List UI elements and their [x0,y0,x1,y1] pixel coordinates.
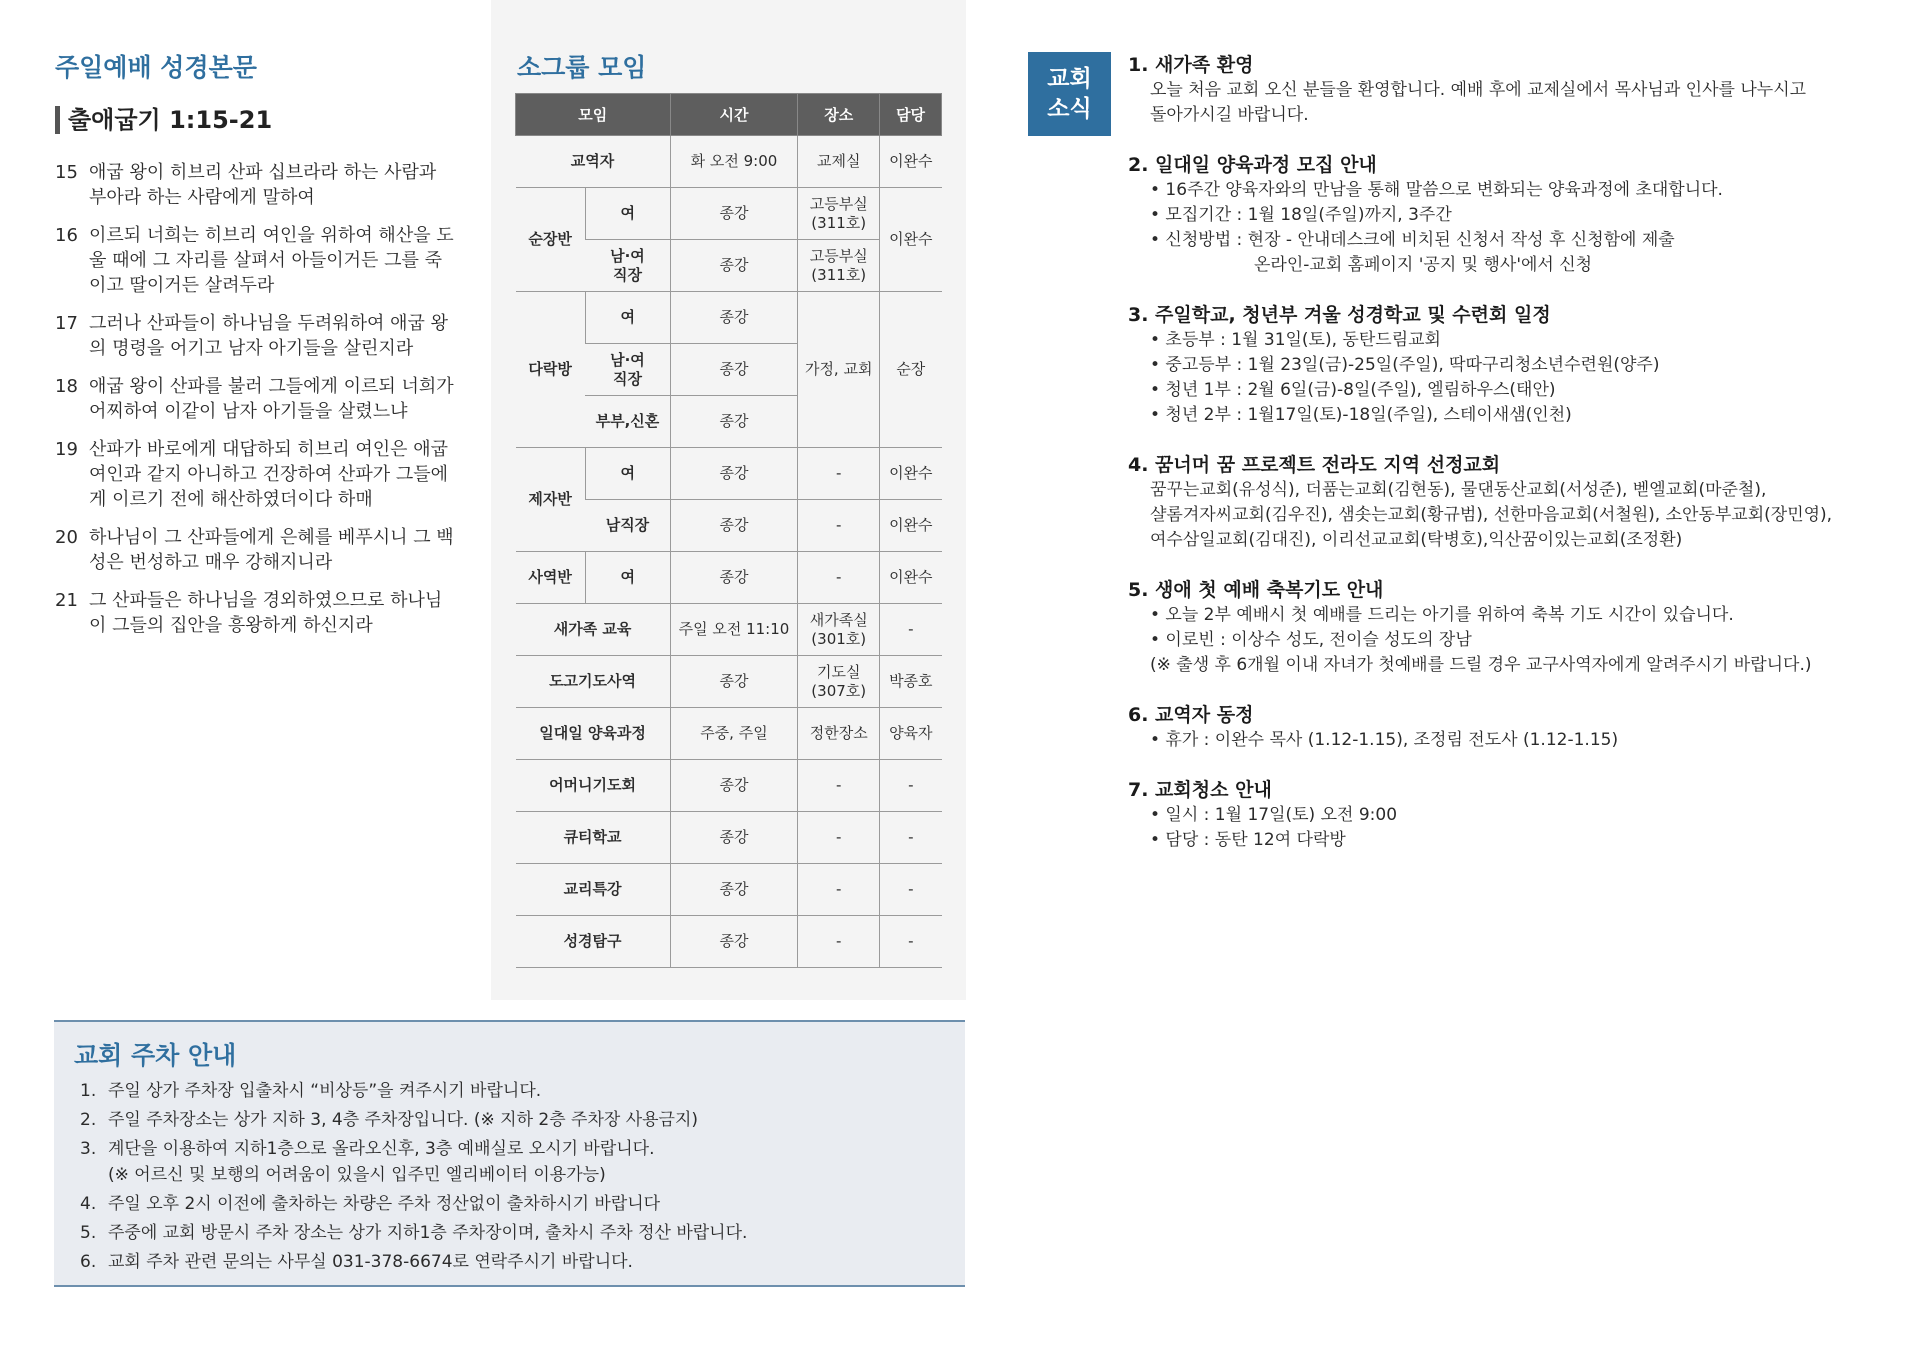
news-item [1128,52,1908,128]
group-time: 종강 [670,448,798,500]
table-row [516,448,942,500]
list-text: 주일 주차장소는 상가 지하 3, 4층 주차장입니다. (※ 지하 2층 주차장 사용금지) [108,1110,699,1130]
group-name: 성경탐구 [516,916,671,968]
list-number: 2. [80,1110,97,1130]
news-line: • 청년 1부 : 2월 6일(금)-8일(주일), 엘림하우스(태안) [1150,380,1556,400]
table-row [516,188,942,240]
group-lead: 이완수 [880,552,942,604]
group-lead: 순장 [880,292,942,448]
small-group-table [515,93,942,968]
list-number: 4. [80,1194,97,1214]
verse-text: 애굽 왕이 산파를 불러 그들에게 이르되 너희가 어찌하여 이같이 남자 아기들을 살렸느냐 [89,376,454,422]
news-title: 4. 꿈너머 꿈 프로젝트 전라도 지역 선정교회 [1128,454,1501,476]
table-row [516,136,942,188]
column-header: 시간 [670,94,798,136]
table-row [516,916,942,968]
verse-text: 그 산파들은 하나님을 경외하였으므로 하나님이 그들의 집안을 흥왕하게 하신지라 [89,590,443,636]
group-place: 기도실 (307호) [798,656,880,708]
group-time: 종강 [670,656,798,708]
group-lead: 이완수 [880,188,942,292]
news-tag-line: 소식 [1047,96,1092,122]
news-line: • 초등부 : 1월 31일(토), 동탄드림교회 [1150,330,1441,350]
verse-number: 18 [55,376,78,397]
news-item [1128,777,1908,853]
group-name: 제자반 [516,448,586,552]
group-time: 종강 [670,188,798,240]
news-line: • 이로빈 : 이상수 성도, 전이슬 성도의 장남 [1150,630,1472,650]
group-name: 어머니기도회 [516,760,671,812]
group-time: 주중, 주일 [670,708,798,760]
group-name: 다락방 [516,292,586,448]
news-item [1128,152,1908,278]
verse [55,160,455,210]
passage-reference: 출애굽기 1:15-21 [55,106,455,134]
group-lead: - [880,916,942,968]
list-number: 3. [80,1139,97,1159]
verse-number: 16 [55,225,78,246]
group-place: 가정, 교회 [798,292,880,448]
list-item [80,1191,747,1217]
group-time: 종강 [670,552,798,604]
list-text: 주일 오후 2시 이전에 출차하는 차량은 주차 정산없이 출차하시기 바랍니다 [108,1194,661,1214]
subgroup-name: 여 [585,292,670,344]
group-time: 종강 [670,240,798,292]
list-item [80,1107,747,1133]
subgroup-name: 남·여 직장 [585,240,670,292]
news-line: • 신청방법 : 현장 - 안내데스크에 비치된 신청서 작성 후 신청함에 제출 [1150,230,1675,250]
news-line: 오늘 처음 교회 오신 분들을 환영합니다. 예배 후에 교제실에서 목사님과 인사를 나누시고 [1150,80,1807,100]
list-item [80,1249,747,1275]
news-line: 꿈꾸는교회(유성식), 더품는교회(김현동), 물댄동산교회(서성준), 벧엘교회(마준철), [1150,480,1767,500]
news-line: 돌아가시길 바랍니다. [1150,105,1309,125]
group-name: 도고기도사역 [516,656,671,708]
news-tag [1028,52,1111,136]
group-name: 일대일 양육과정 [516,708,671,760]
scripture-heading: 주일예배 성경본문 [55,53,257,82]
list-item [80,1220,747,1246]
news-line: • 담당 : 동탄 12여 다락방 [1150,830,1346,850]
group-lead: 이완수 [880,448,942,500]
column-header: 담당 [880,94,942,136]
small-group-section [491,0,966,1000]
subgroup-name: 여 [585,552,670,604]
group-place: - [798,812,880,864]
group-time: 종강 [670,344,798,396]
news-item [1128,452,1908,553]
verse-text: 그러나 산파들이 하나님을 두려워하여 애굽 왕의 명령을 어기고 남자 아기들을 살린지라 [89,313,448,359]
group-place: - [798,448,880,500]
news-line: 온라인-교회 홈페이지 '공지 및 행사'에서 신청 [1254,255,1593,275]
news-item [1128,302,1908,428]
news-item [1128,702,1908,753]
list-number: 1. [80,1081,97,1101]
news-line: • 오늘 2부 예배시 첫 예배를 드리는 아기를 위하여 축복 기도 시간이 있습니다. [1150,605,1734,625]
parking-heading: 교회 주차 안내 [74,1041,237,1070]
group-time: 주일 오전 11:10 [670,604,798,656]
news-line: • 휴가 : 이완수 목사 (1.12-1.15), 조정림 전도사 (1.12-1.15) [1150,730,1619,750]
group-name: 교리특강 [516,864,671,916]
news-title: 2. 일대일 양육과정 모집 안내 [1128,154,1377,176]
group-lead: 양육자 [880,708,942,760]
news-title: 6. 교역자 동정 [1128,704,1254,726]
list-item [80,1136,747,1188]
subgroup-name: 여 [585,188,670,240]
list-number: 5. [80,1223,97,1243]
news-line: • 중고등부 : 1월 23일(금)-25일(주일), 딱따구리청소년수련원(양주) [1150,355,1660,375]
group-place: - [798,552,880,604]
verse [55,588,455,638]
news-line: • 16주간 양육자와의 만남을 통해 말씀으로 변화되는 양육과정에 초대합니다. [1150,180,1723,200]
group-place: 고등부실 (311호) [798,188,880,240]
news-line: • 모집기간 : 1월 18일(주일)까지, 3주간 [1150,205,1452,225]
news-line: (※ 출생 후 6개월 이내 자녀가 첫예배를 드릴 경우 교구사역자에게 알려주시기 바랍니다.) [1150,655,1812,675]
verse [55,437,455,512]
table-row [516,708,942,760]
parking-list [80,1078,747,1278]
news-title: 1. 새가족 환영 [1128,54,1254,76]
news-title: 3. 주일학교, 청년부 겨울 성경학교 및 수련회 일정 [1128,304,1551,326]
table-header-row [516,94,942,136]
small-group-heading: 소그룹 모임 [517,53,647,82]
table-row [516,604,942,656]
group-name: 새가족 교육 [516,604,671,656]
verse-number: 17 [55,313,78,334]
group-place: 고등부실 (311호) [798,240,880,292]
news-line: 샬롬겨자씨교회(김우진), 샘솟는교회(황규범), 선한마음교회(서철원), 소안동부교회(장민영), [1150,505,1833,525]
group-time: 종강 [670,916,798,968]
table-row [516,864,942,916]
verse [55,374,455,424]
group-lead: - [880,760,942,812]
list-number: 6. [80,1252,97,1272]
subgroup-name: 남직장 [585,500,670,552]
group-place: - [798,760,880,812]
group-lead: - [880,812,942,864]
group-place: - [798,916,880,968]
verse-number: 20 [55,527,78,548]
group-name: 큐티학교 [516,812,671,864]
subgroup-name: 부부,신혼 [585,396,670,448]
group-name: 사역반 [516,552,586,604]
verse-number: 21 [55,590,78,611]
group-place: - [798,864,880,916]
list-item [80,1078,747,1104]
table-row [516,760,942,812]
news-line: • 일시 : 1월 17일(토) 오전 9:00 [1150,805,1398,825]
group-place: - [798,500,880,552]
group-place: 정한장소 [798,708,880,760]
group-time: 종강 [670,292,798,344]
table-row [516,552,942,604]
group-time: 종강 [670,500,798,552]
verse-text: 산파가 바로에게 대답하되 히브리 여인은 애굽 여인과 같지 아니하고 건장하여 산파가 그들에게 이르기 전에 해산하였더이다 하매 [89,439,448,510]
group-time: 화 오전 9:00 [670,136,798,188]
table-row [516,292,942,344]
news-tag-line: 교회 [1047,66,1092,92]
scripture-section [55,48,455,651]
verse [55,311,455,361]
subgroup-name: 여 [585,448,670,500]
news-list [1128,52,1908,877]
news-title: 7. 교회청소 안내 [1128,779,1272,801]
group-time: 종강 [670,396,798,448]
verse [55,525,455,575]
news-title: 5. 생애 첫 예배 축복기도 안내 [1128,579,1384,601]
parking-section [54,1020,965,1287]
news-line: • 청년 2부 : 1월17일(토)-18일(주일), 스테이새샘(인천) [1150,405,1572,425]
verse [55,223,455,298]
column-header: 모임 [516,94,671,136]
verse-text: 이르되 너희는 히브리 여인을 위하여 해산을 도울 때에 그 자리를 살펴서 아들이거든 그를 죽이고 딸이거든 살려두라 [89,225,454,296]
list-text: 주중에 교회 방문시 주차 장소는 상가 지하1층 주차장이며, 출차시 주차 정산 바랍니다. [108,1223,748,1243]
subgroup-name: 남·여 직장 [585,344,670,396]
group-lead: - [880,864,942,916]
group-lead: 이완수 [880,136,942,188]
group-name: 교역자 [516,136,671,188]
verse-number: 19 [55,439,78,460]
group-place: 교제실 [798,136,880,188]
list-text: 주일 상가 주차장 입출차시 “비상등”을 켜주시기 바랍니다. [108,1081,542,1101]
group-place: 새가족실 (301호) [798,604,880,656]
group-time: 종강 [670,760,798,812]
news-item [1128,577,1908,678]
list-text: 교회 주차 관련 문의는 사무실 031-378-6674로 연락주시기 바랍니다. [108,1252,633,1272]
table-row [516,656,942,708]
table-row [516,812,942,864]
group-time: 종강 [670,864,798,916]
group-time: 종강 [670,812,798,864]
group-lead: 박종호 [880,656,942,708]
group-lead: - [880,604,942,656]
verse-number: 15 [55,162,78,183]
group-lead: 이완수 [880,500,942,552]
column-header: 장소 [798,94,880,136]
verse-text: 하나님이 그 산파들에게 은혜를 베푸시니 그 백성은 번성하고 매우 강해지니라 [89,527,454,573]
group-name: 순장반 [516,188,586,292]
list-text: 계단을 이용하여 지하1층으로 올라오신후, 3층 예배실로 오시기 바랍니다. (※ 어르신 및 보행의 어려움이 있을시 입주민 엘리베이터 이용가능) [108,1139,655,1185]
verse-text: 애굽 왕이 히브리 산파 십브라라 하는 사람과 부아라 하는 사람에게 말하여 [89,162,437,208]
news-line: 여수삼일교회(김대진), 이리선교교회(탁병호),익산꿈이있는교회(조정환) [1150,530,1683,550]
